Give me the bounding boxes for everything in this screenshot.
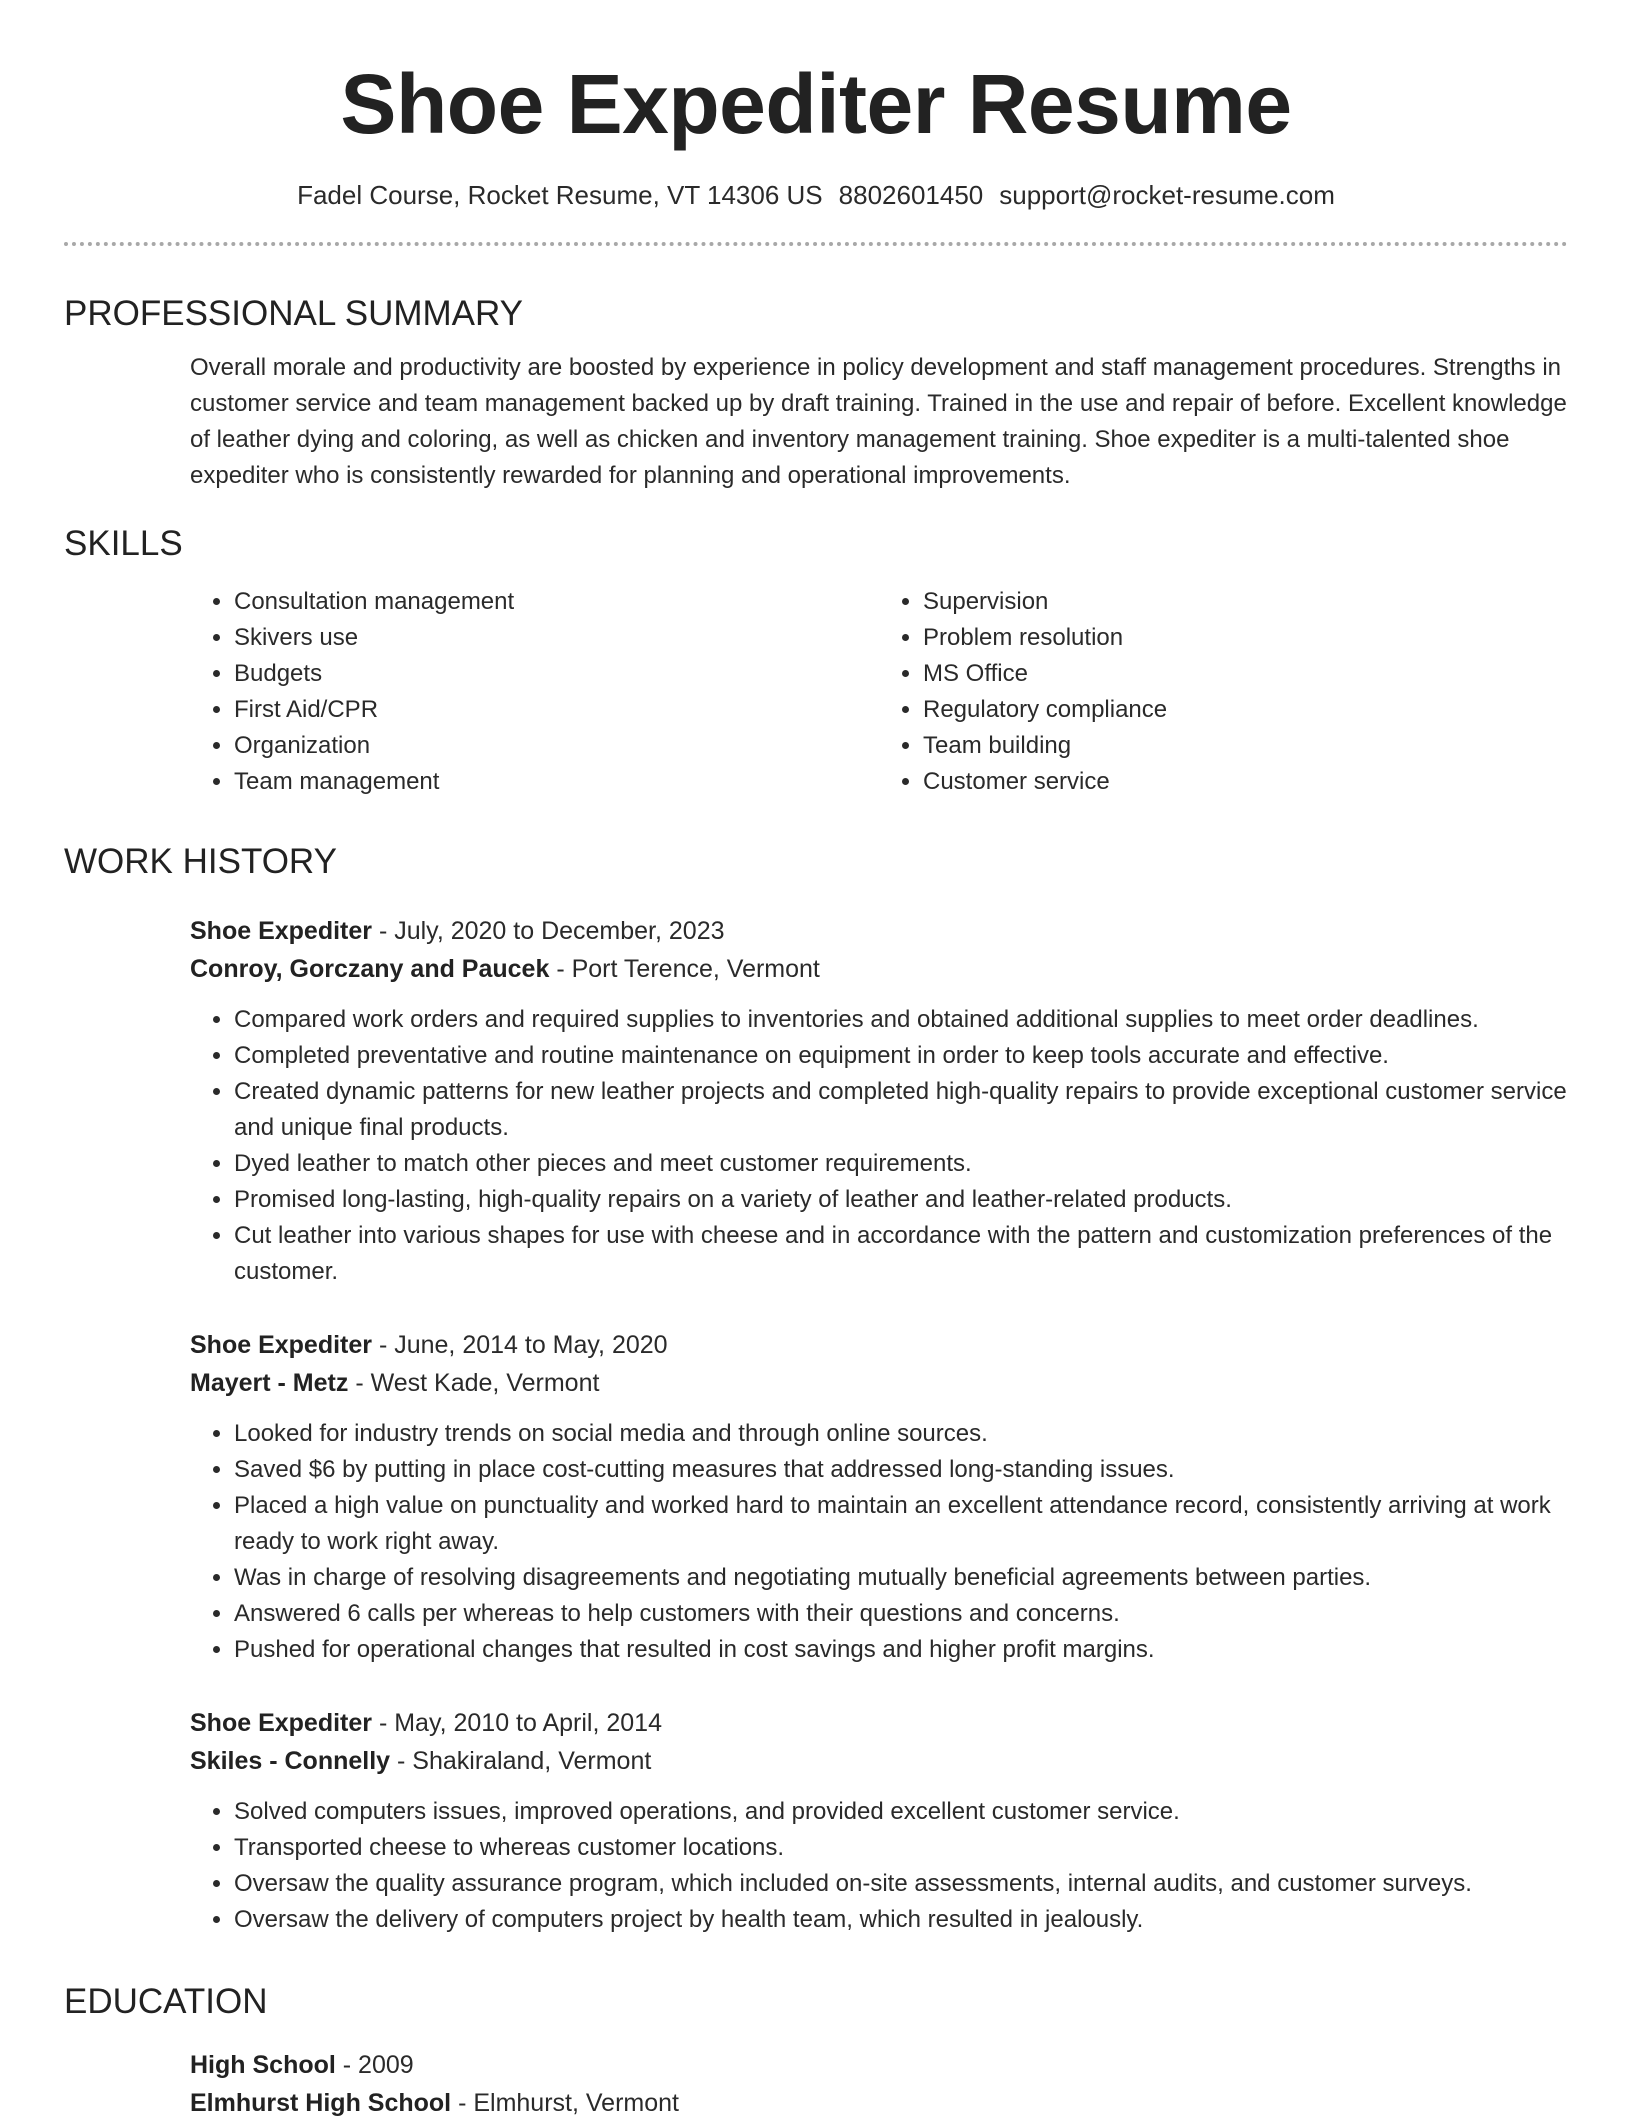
job-company: Skiles - Connelly <box>190 1747 391 1775</box>
contact-email: support@rocket-resume.com <box>999 180 1335 210</box>
job-company: Mayert - Metz <box>190 1369 349 1397</box>
education-heading: EDUCATION <box>64 1982 268 2021</box>
education-degree-line <box>190 2046 1568 2084</box>
job-bullet: • Transported cheese to whereas customer locations. <box>234 1830 1568 1866</box>
job-bullet: • Answered 6 calls per whereas to help customers with their questions and concerns. <box>234 1596 1568 1632</box>
job-bullets <box>190 1794 1568 1938</box>
job-bullet: • Created dynamic patterns for new leather projects and completed high-quality repairs to provide exceptional customer service and unique final products. <box>234 1074 1568 1146</box>
education-entry <box>190 2046 1568 2122</box>
job-bullet: • Looked for industry trends on social media and through online sources. <box>234 1416 1568 1452</box>
job-bullet: • Dyed leather to match other pieces and meet customer requirements. <box>234 1146 1568 1182</box>
job-company: Conroy, Gorczany and Paucek <box>190 955 550 983</box>
job-bullet: • Completed preventative and routine maintenance on equipment in order to keep tools accurate and effective. <box>234 1038 1568 1074</box>
job-bullet: • Oversaw the quality assurance program, which included on-site assessments, internal audits, and customer surveys. <box>234 1866 1568 1902</box>
skill-item: • Problem resolution <box>923 620 1568 656</box>
skill-item: • Consultation management <box>234 584 879 620</box>
work-history-heading: WORK HISTORY <box>64 842 337 881</box>
skill-item: • Team management <box>234 764 879 800</box>
job-bullet: • Promised long-lasting, high-quality repairs on a variety of leather and leather-related products. <box>234 1182 1568 1218</box>
job-bullets <box>190 1416 1568 1668</box>
resume-title: Shoe Expediter Resume <box>340 57 1292 151</box>
job-entry <box>190 1326 1568 1668</box>
job-bullet: • Saved $6 by putting in place cost-cutting measures that addressed long-standing issues. <box>234 1452 1568 1488</box>
job-role: Shoe Expediter <box>190 1331 372 1359</box>
job-bullet: • Compared work orders and required supplies to inventories and obtained additional supplies to meet order deadlines. <box>234 1002 1568 1038</box>
skills-heading: SKILLS <box>64 524 183 563</box>
education-degree: High School <box>190 2051 336 2079</box>
job-title-line <box>190 1326 1568 1364</box>
contact-line <box>64 178 1568 212</box>
job-entry <box>190 912 1568 1290</box>
contact-phone: 8802601450 <box>838 180 984 210</box>
skill-item: • Supervision <box>923 584 1568 620</box>
skill-item: • Customer service <box>923 764 1568 800</box>
resume-page <box>64 0 1568 2122</box>
skills-column-right <box>879 584 1568 800</box>
job-dates: - May, 2010 to April, 2014 <box>372 1709 662 1737</box>
job-location: - Shakiraland, Vermont <box>390 1747 652 1775</box>
job-entry <box>190 1704 1568 1938</box>
summary-heading: PROFESSIONAL SUMMARY <box>64 294 523 333</box>
job-bullet: • Oversaw the delivery of computers project by health team, which resulted in jealously. <box>234 1902 1568 1938</box>
skills-list <box>190 584 1568 800</box>
skill-item: • Skivers use <box>234 620 879 656</box>
skill-item: • First Aid/CPR <box>234 692 879 728</box>
education-school-line <box>190 2084 1568 2122</box>
skill-item: • Budgets <box>234 656 879 692</box>
job-title-line <box>190 912 1568 950</box>
job-bullet: • Solved computers issues, improved operations, and provided excellent customer service. <box>234 1794 1568 1830</box>
skill-item: • Team building <box>923 728 1568 764</box>
education-year: - 2009 <box>335 2051 414 2079</box>
header-divider <box>64 242 1568 246</box>
job-dates: - June, 2014 to May, 2020 <box>372 1331 668 1359</box>
job-bullets <box>190 1002 1568 1290</box>
job-bullet: • Placed a high value on punctuality and worked hard to maintain an excellent attendance record, consistently arriving at work ready to work right away. <box>234 1488 1568 1560</box>
job-title-line <box>190 1704 1568 1742</box>
job-company-line <box>190 950 1568 988</box>
skill-item: • Organization <box>234 728 879 764</box>
job-bullet: • Was in charge of resolving disagreements and negotiating mutually beneficial agreements between parties. <box>234 1560 1568 1596</box>
job-bullet: • Pushed for operational changes that resulted in cost savings and higher profit margins. <box>234 1632 1568 1668</box>
job-company-line <box>190 1742 1568 1780</box>
job-location: - West Kade, Vermont <box>348 1369 600 1397</box>
summary-text: Overall morale and productivity are boosted by experience in policy development and staff management procedures. Strengths in customer service and team management backed up by draft training. Trained in the use and repair of before. Excellent knowledge of leather dying and coloring, as well as chicken and inventory management training. Shoe expediter is a multi-talented shoe expediter who is consistently rewarded for planning and operational improvements. <box>190 354 1567 489</box>
job-role: Shoe Expediter <box>190 1709 372 1737</box>
skill-item: • Regulatory compliance <box>923 692 1568 728</box>
skill-item: • MS Office <box>923 656 1568 692</box>
job-location: - Port Terence, Vermont <box>549 955 820 983</box>
education-location: - Elmhurst, Vermont <box>451 2089 679 2117</box>
skills-column-left <box>190 584 879 800</box>
job-role: Shoe Expediter <box>190 917 372 945</box>
job-dates: - July, 2020 to December, 2023 <box>372 917 725 945</box>
job-bullet: • Cut leather into various shapes for use with cheese and in accordance with the pattern and customization preferences of the customer. <box>234 1218 1568 1290</box>
job-company-line <box>190 1364 1568 1402</box>
contact-address: Fadel Course, Rocket Resume, VT 14306 US <box>297 180 823 210</box>
education-school: Elmhurst High School <box>190 2089 452 2117</box>
